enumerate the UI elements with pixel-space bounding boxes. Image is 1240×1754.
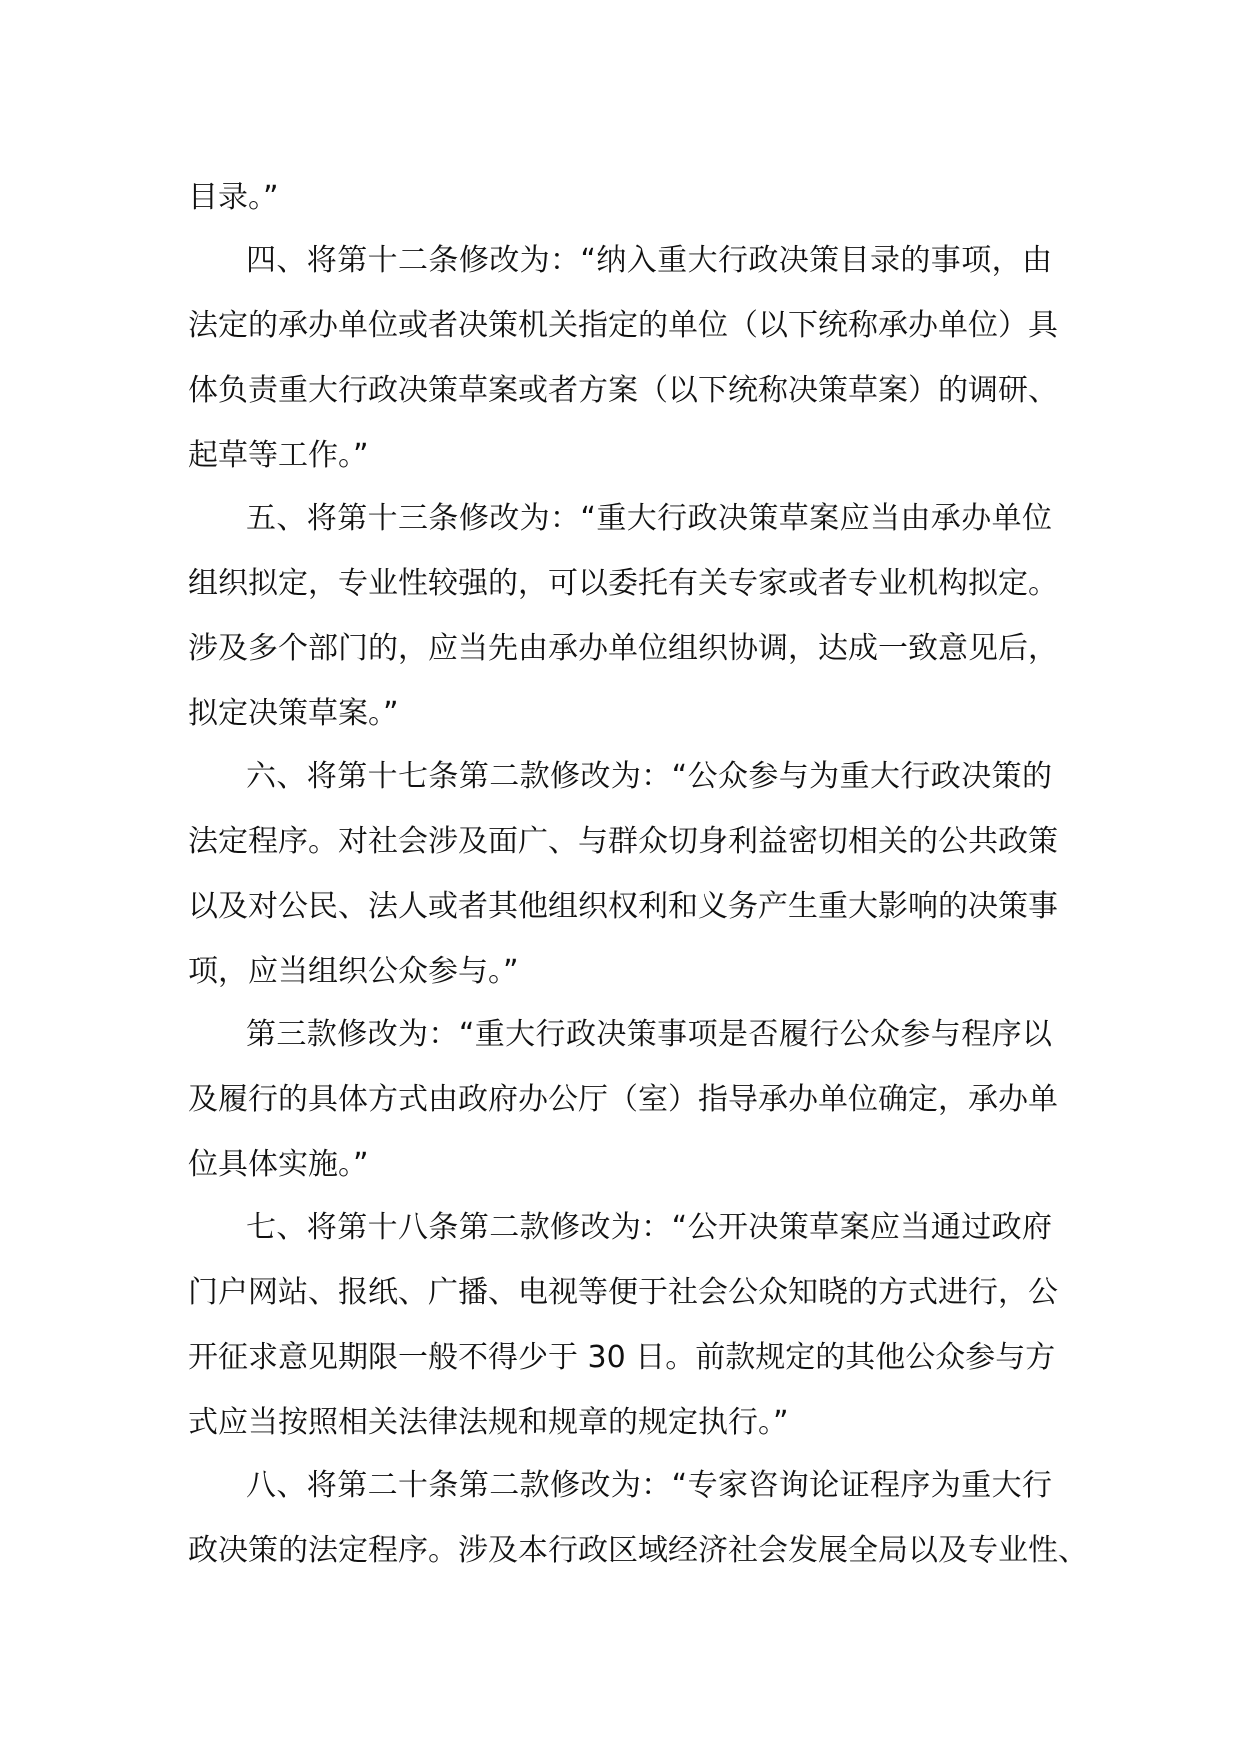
text-line: 目录。” <box>188 180 279 215</box>
text-line: 法定的承办单位或者决策机关指定的单位（以下统称承办单位）具 <box>188 308 1058 343</box>
paragraph-first-line: 七、将第十八条第二款修改为：“公开决策草案应当通过政府 <box>246 1210 1052 1245</box>
text-line: 以及对公民、法人或者其他组织权利和义务产生重大影响的决策事 <box>188 889 1058 924</box>
paragraph-first-line: 第三款修改为：“重大行政决策事项是否履行公众参与程序以 <box>246 1017 1052 1052</box>
text-line: 位具体实施。” <box>188 1147 369 1182</box>
text-line: 门户网站、报纸、广播、电视等便于社会公众知晓的方式进行，公 <box>188 1275 1058 1310</box>
paragraph-first-line: 八、将第二十条第二款修改为：“专家咨询论证程序为重大行 <box>246 1468 1052 1503</box>
text-line: 组织拟定，专业性较强的，可以委托有关专家或者专业机构拟定。 <box>188 566 1058 601</box>
text-line: 涉及多个部门的，应当先由承办单位组织协调，达成一致意见后， <box>188 631 1058 666</box>
text-line: 拟定决策草案。” <box>188 696 399 731</box>
text-line: 法定程序。对社会涉及面广、与群众切身利益密切相关的公共政策 <box>188 824 1058 859</box>
text-line: 体负责重大行政决策草案或者方案（以下统称决策草案）的调研、 <box>188 373 1058 408</box>
text-line: 项，应当组织公众参与。” <box>188 954 519 989</box>
text-line: 政决策的法定程序。涉及本行政区域经济社会发展全局以及专业性、 <box>188 1533 1088 1568</box>
paragraph-first-line: 六、将第十七条第二款修改为：“公众参与为重大行政决策的 <box>246 759 1052 794</box>
paragraph-first-line: 五、将第十三条修改为：“重大行政决策草案应当由承办单位 <box>246 501 1052 536</box>
paragraph-first-line: 四、将第十二条修改为：“纳入重大行政决策目录的事项，由 <box>246 243 1052 278</box>
text-line: 及履行的具体方式由政府办公厅（室）指导承办单位确定，承办单 <box>188 1082 1058 1117</box>
text-line: 式应当按照相关法律法规和规章的规定执行。” <box>188 1405 789 1440</box>
text-line: 开征求意见期限一般不得少于 30 日。前款规定的其他公众参与方 <box>188 1340 1056 1375</box>
text-line: 起草等工作。” <box>188 438 369 473</box>
